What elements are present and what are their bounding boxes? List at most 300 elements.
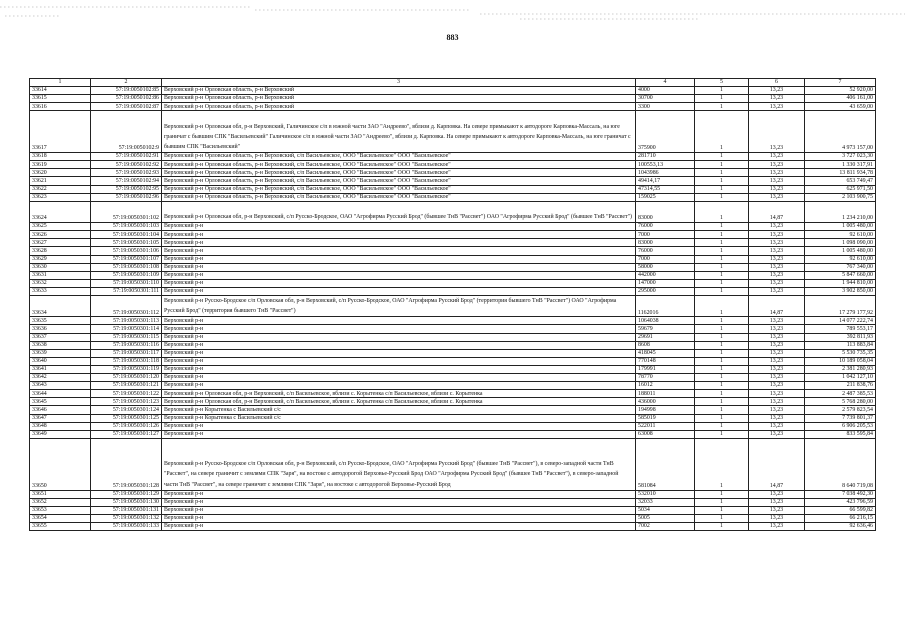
cadastral-number: 57:19:0050102:95 [91, 185, 162, 193]
location-description: Верховский р-н Орловская область, р-н Верховский, с/п Васильевское, ООО "Васильевское" ООО "Васильевское" [162, 153, 636, 161]
cadastral-number: 57:19:0050301:110 [91, 279, 162, 287]
row-number: 33617 [30, 111, 91, 153]
rate-value: 13,23 [749, 223, 805, 231]
table-body [30, 87, 876, 531]
cadastral-number: 57:19:0050301:114 [91, 325, 162, 333]
table-row [30, 422, 876, 430]
rate-value: 13,23 [749, 349, 805, 357]
area-value: 1043986 [636, 169, 695, 177]
location-description: Верховский р-н [162, 263, 636, 271]
count-value: 1 [695, 111, 749, 153]
cadastral-number: 57:19:0050301:119 [91, 365, 162, 373]
cadastral-number: 57:19:0050301:123 [91, 398, 162, 406]
cadastral-value: 789 553,17 [805, 325, 876, 333]
row-number: 33640 [30, 357, 91, 365]
count-value: 1 [695, 153, 749, 161]
row-number: 33643 [30, 382, 91, 390]
area-value: 76000 [636, 247, 695, 255]
location-description: Верховский р-н [162, 357, 636, 365]
cadastral-value: 17 279 177,92 [805, 295, 876, 316]
cadastral-number: 57:19:0050301:122 [91, 390, 162, 398]
cadastral-value: 653 749,47 [805, 177, 876, 185]
cadastral-value: 3 727 023,30 [805, 153, 876, 161]
location-description: Верховский р-н [162, 317, 636, 325]
rate-value: 14,87 [749, 295, 805, 316]
location-description: Верховский р-н [162, 490, 636, 498]
area-value: 49414,17 [636, 177, 695, 185]
rate-value: 13,23 [749, 111, 805, 153]
page-number: 883 [446, 33, 459, 42]
area-value: 375900 [636, 111, 695, 153]
row-number: 33618 [30, 153, 91, 161]
table-row [30, 406, 876, 414]
row-number: 33645 [30, 398, 91, 406]
rate-value: 13,23 [749, 317, 805, 325]
location-description: Верховский р-н Орловская область, р-н Верховский, с/п Васильевское, ООО "Васильевское" ООО "Васильевское" [162, 193, 636, 201]
rate-value: 13,23 [749, 515, 805, 523]
cadastral-number: 57:19:0050301:107 [91, 255, 162, 263]
area-value: 442000 [636, 271, 695, 279]
cadastral-value: 66 216,15 [805, 515, 876, 523]
area-value: 418045 [636, 349, 695, 357]
cadastral-number: 57:19:0050301:133 [91, 523, 162, 531]
count-value: 1 [695, 295, 749, 316]
location-description: Верховский р-н [162, 506, 636, 514]
row-number: 33646 [30, 406, 91, 414]
location-description: Верховский р-н Корытенка с Васильевский с/с [162, 406, 636, 414]
count-value: 1 [695, 490, 749, 498]
rate-value: 14,87 [749, 438, 805, 490]
cadastral-value: 92 636,46 [805, 523, 876, 531]
rate-value: 13,23 [749, 422, 805, 430]
row-number: 33639 [30, 349, 91, 357]
location-description: Верховский р-н Орловская область, р-н Верховский [162, 87, 636, 95]
row-number: 33641 [30, 365, 91, 373]
table-row [30, 263, 876, 271]
count-value: 1 [695, 333, 749, 341]
cadastral-number: 57:19:0050301:113 [91, 317, 162, 325]
rate-value: 13,23 [749, 430, 805, 438]
cadastral-value: 3 902 850,00 [805, 287, 876, 295]
count-value: 1 [695, 438, 749, 490]
table-row [30, 255, 876, 263]
cadastral-value: 1 234 210,00 [805, 201, 876, 222]
row-number: 33648 [30, 422, 91, 430]
cadastral-number: 57:19:0050301:106 [91, 247, 162, 255]
area-value: 436000 [636, 398, 695, 406]
count-value: 1 [695, 185, 749, 193]
count-value: 1 [695, 287, 749, 295]
table-row [30, 111, 876, 153]
area-value: 8608 [636, 341, 695, 349]
location-description: Верховский р-н Орловская область, р-н Верховский, с/п Васильевское, ООО "Васильевское" ООО "Васильевское" [162, 185, 636, 193]
cadastral-value: 92 610,00 [805, 255, 876, 263]
location-description: Верховский р-н Орловская область, р-н Верховский [162, 103, 636, 111]
rate-value: 13,23 [749, 365, 805, 373]
location-description: Верховский р-н Орловская область, р-н Верховский, с/п Васильевское, ООО "Васильевское" ООО "Васильевское" [162, 161, 636, 169]
row-number: 33654 [30, 515, 91, 523]
cadastral-number: 57:19:0050102:86 [91, 95, 162, 103]
cadastral-number: 57:19:0050102:93 [91, 169, 162, 177]
rate-value: 13,23 [749, 325, 805, 333]
row-number: 33622 [30, 185, 91, 193]
row-number: 33652 [30, 498, 91, 506]
cadastral-value: 52 920,00 [805, 87, 876, 95]
table-row [30, 95, 876, 103]
location-description: Верховский р-н [162, 287, 636, 295]
location-description: Верховский р-н [162, 515, 636, 523]
cadastral-value: 113 883,84 [805, 341, 876, 349]
row-number: 33653 [30, 506, 91, 514]
cadastral-value: 392 811,93 [805, 333, 876, 341]
table-row [30, 295, 876, 316]
rate-value: 13,23 [749, 87, 805, 95]
rate-value: 13,23 [749, 382, 805, 390]
rate-value: 13,23 [749, 255, 805, 263]
table-row [30, 374, 876, 382]
area-value: 7002 [636, 523, 695, 531]
cadastral-value: 2 487 385,53 [805, 390, 876, 398]
table-row [30, 247, 876, 255]
cadastral-value: 1 005 480,00 [805, 247, 876, 255]
cadastral-number: 57:19:0050301:118 [91, 357, 162, 365]
table-row [30, 498, 876, 506]
row-number: 33628 [30, 247, 91, 255]
location-description: Верховский р-н Русско-Бродское с/п Орловская обл, р-н Верховский, с/п Русско-Бродское, ОАО "Агрофирма Русский Брод" (бывшее ТнВ "Рассвет"), в северо-западной части ТнВ "Рассвет", на севере граничит с землями СПК "Заря", на востоке с автодорогой Верховье-Русский Брод ОАО "Агрофирма Русский Брод" (бывшее ТнВ "Рассвет"), в северо-западной части ТнВ "Рассвет", на севере граничит с землями СПК "Заря", на востоке с автодорогой Верховье-Русский Брод [162, 438, 636, 490]
rate-value: 13,23 [749, 239, 805, 247]
table-row [30, 223, 876, 231]
cadastral-value: 7 739 801,37 [805, 414, 876, 422]
location-description: Верховский р-н [162, 271, 636, 279]
row-number: 33635 [30, 317, 91, 325]
table-row [30, 231, 876, 239]
cadastral-value: 5 768 280,00 [805, 398, 876, 406]
location-description: Верховский р-н Русско-Бродское с/п Орловская обл, р-н Верховский, с/п Русско-Бродское, ОАО "Агрофирма Русский Брод" (территория бывшего ТнВ "Рассвет") ОАО "Агрофирма Русский Брод" (территория бывшего ТнВ "Рассвет") [162, 295, 636, 316]
table-row [30, 177, 876, 185]
row-number: 33627 [30, 239, 91, 247]
table-row [30, 398, 876, 406]
location-description: Верховский р-н Орловская область, р-н Верховский, с/п Васильевское, ООО "Васильевское" ООО "Васильевское" [162, 169, 636, 177]
cadastral-value: 625 971,50 [805, 185, 876, 193]
count-value: 1 [695, 365, 749, 373]
location-description: Верховский р-н [162, 365, 636, 373]
row-number: 33647 [30, 414, 91, 422]
table-row [30, 287, 876, 295]
count-value: 1 [695, 103, 749, 111]
cadastral-number: 57:19:0050301:109 [91, 271, 162, 279]
area-value: 7000 [636, 255, 695, 263]
rate-value: 13,23 [749, 185, 805, 193]
cadastral-number: 57:19:0050301:121 [91, 382, 162, 390]
row-number: 33614 [30, 87, 91, 95]
table-row [30, 161, 876, 169]
table-row [30, 414, 876, 422]
area-value: 147000 [636, 279, 695, 287]
table-row [30, 430, 876, 438]
area-value: 59679 [636, 325, 695, 333]
row-number: 33632 [30, 279, 91, 287]
rate-value: 13,23 [749, 169, 805, 177]
rate-value: 13,23 [749, 279, 805, 287]
cadastral-number: 57:19:0050301:104 [91, 231, 162, 239]
area-value: 522011 [636, 422, 695, 430]
row-number: 33623 [30, 193, 91, 201]
cadastral-value: 6 906 205,53 [805, 422, 876, 430]
table-row [30, 239, 876, 247]
location-description: Верховский р-н [162, 430, 636, 438]
area-value: 83000 [636, 201, 695, 222]
table-row [30, 438, 876, 490]
count-value: 1 [695, 382, 749, 390]
row-number: 33620 [30, 169, 91, 177]
table-row [30, 317, 876, 325]
location-description: Верховский р-н Орловская обл, р-н Верховский, Галичинское с/п в южной части ЗАО "Андреево", вблизи д. Карповка. На севере примыкают к автодороге Карповка-Массаль, на юге граничат с бывшим СПК "Васильевский" Галичинское с/п в южной части ЗАО "Андреево", вблизи д. Карповка. На севере примыкают к автодороге Карповка-Массаль, на юге граничат с бывшим СПК "Васильевский" [162, 111, 636, 153]
cadastral-number: 57:19:0050301:117 [91, 349, 162, 357]
count-value: 1 [695, 506, 749, 514]
table-row [30, 201, 876, 222]
area-value: 83000 [636, 239, 695, 247]
row-number: 33634 [30, 295, 91, 316]
row-number: 33629 [30, 255, 91, 263]
column-header: 3 [162, 79, 636, 87]
table-row [30, 185, 876, 193]
cadastral-value: 2 381 280,93 [805, 365, 876, 373]
area-value: 5034 [636, 506, 695, 514]
count-value: 1 [695, 422, 749, 430]
table-row [30, 193, 876, 201]
area-value: 63008 [636, 430, 695, 438]
location-description: Верховский р-н [162, 333, 636, 341]
area-value: 281710 [636, 153, 695, 161]
column-header: 6 [749, 79, 805, 87]
area-value: 179991 [636, 365, 695, 373]
area-value: 4000 [636, 87, 695, 95]
table-row [30, 271, 876, 279]
cadastral-number: 57:19:0050301:130 [91, 498, 162, 506]
area-value: 30700 [636, 95, 695, 103]
rate-value: 13,23 [749, 357, 805, 365]
area-value: 7000 [636, 231, 695, 239]
area-value: 581084 [636, 438, 695, 490]
row-number: 33644 [30, 390, 91, 398]
cadastral-value: 92 610,00 [805, 231, 876, 239]
rate-value: 13,23 [749, 153, 805, 161]
table-row [30, 515, 876, 523]
cadastral-value: 1 005 480,00 [805, 223, 876, 231]
location-description: Верховский р-н [162, 239, 636, 247]
count-value: 1 [695, 161, 749, 169]
land-registry-table [29, 78, 876, 531]
location-description: Верховский р-н [162, 279, 636, 287]
row-number: 33621 [30, 177, 91, 185]
location-description: Верховский р-н [162, 374, 636, 382]
table-row [30, 365, 876, 373]
location-description: Верховский р-н [162, 341, 636, 349]
cadastral-number: 57:19:0050301:131 [91, 506, 162, 514]
row-number: 33615 [30, 95, 91, 103]
rate-value: 13,23 [749, 193, 805, 201]
area-value: 188011 [636, 390, 695, 398]
count-value: 1 [695, 201, 749, 222]
cadastral-value: 211 838,76 [805, 382, 876, 390]
cadastral-value: 13 811 934,78 [805, 169, 876, 177]
area-value: 770148 [636, 357, 695, 365]
cadastral-number: 57:19:0050301:132 [91, 515, 162, 523]
rate-value: 13,23 [749, 287, 805, 295]
column-header: 1 [30, 79, 91, 87]
cadastral-number: 57:19:0050301:115 [91, 333, 162, 341]
table-row [30, 349, 876, 357]
cadastral-number: 57:19:0050301:102 [91, 201, 162, 222]
cadastral-number: 57:19:0050301:128 [91, 438, 162, 490]
cadastral-number: 57:19:0050301:126 [91, 422, 162, 430]
location-description: Верховский р-н [162, 523, 636, 531]
cadastral-value: 66 599,82 [805, 506, 876, 514]
location-description: Верховский р-н Орловская область, р-н Верховский [162, 95, 636, 103]
row-number: 33638 [30, 341, 91, 349]
area-value: 100553,13 [636, 161, 695, 169]
rate-value: 13,23 [749, 341, 805, 349]
rate-value: 13,23 [749, 406, 805, 414]
location-description: Верховский р-н [162, 382, 636, 390]
row-number: 33642 [30, 374, 91, 382]
area-value: 159025 [636, 193, 695, 201]
row-number: 33625 [30, 223, 91, 231]
row-number: 33626 [30, 231, 91, 239]
count-value: 1 [695, 498, 749, 506]
cadastral-value: 833 595,84 [805, 430, 876, 438]
cadastral-number: 57:19:0050102:94 [91, 177, 162, 185]
scan-header-noise [0, 0, 905, 26]
cadastral-value: 2 103 900,75 [805, 193, 876, 201]
location-description: Верховский р-н Орловская область, р-н Верховский, с/п Васильевское, ООО "Васильевское" ООО "Васильевское" [162, 177, 636, 185]
area-value: 32033 [636, 498, 695, 506]
count-value: 1 [695, 255, 749, 263]
cadastral-number: 57:19:0050301:125 [91, 414, 162, 422]
cadastral-value: 1 330 317,91 [805, 161, 876, 169]
cadastral-number: 57:19:0050102:96 [91, 193, 162, 201]
rate-value: 13,23 [749, 374, 805, 382]
cadastral-number: 57:19:0050102:91 [91, 153, 162, 161]
table-row [30, 279, 876, 287]
count-value: 1 [695, 398, 749, 406]
count-value: 1 [695, 223, 749, 231]
rate-value: 13,23 [749, 103, 805, 111]
area-value: 3300 [636, 103, 695, 111]
count-value: 1 [695, 357, 749, 365]
count-value: 1 [695, 263, 749, 271]
rate-value: 13,23 [749, 398, 805, 406]
cadastral-value: 1 042 127,10 [805, 374, 876, 382]
count-value: 1 [695, 271, 749, 279]
row-number: 33630 [30, 263, 91, 271]
table-row [30, 523, 876, 531]
cadastral-value: 406 161,00 [805, 95, 876, 103]
area-value: 295000 [636, 287, 695, 295]
table-row [30, 153, 876, 161]
rate-value: 13,23 [749, 247, 805, 255]
rate-value: 13,23 [749, 498, 805, 506]
cadastral-value: 423 796,59 [805, 498, 876, 506]
count-value: 1 [695, 349, 749, 357]
rate-value: 13,23 [749, 523, 805, 531]
rate-value: 13,23 [749, 333, 805, 341]
area-value: 76000 [636, 223, 695, 231]
cadastral-number: 57:19:0050301:103 [91, 223, 162, 231]
count-value: 1 [695, 279, 749, 287]
count-value: 1 [695, 231, 749, 239]
location-description: Верховский р-н [162, 255, 636, 263]
row-number: 33619 [30, 161, 91, 169]
count-value: 1 [695, 239, 749, 247]
location-description: Верховский р-н [162, 349, 636, 357]
row-number: 33637 [30, 333, 91, 341]
cadastral-number: 57:19:0050301:116 [91, 341, 162, 349]
row-number: 33651 [30, 490, 91, 498]
area-value: 5005 [636, 515, 695, 523]
rate-value: 13,23 [749, 271, 805, 279]
row-number: 33633 [30, 287, 91, 295]
row-number: 33631 [30, 271, 91, 279]
cadastral-number: 57:19:0050301:124 [91, 406, 162, 414]
table-row [30, 333, 876, 341]
cadastral-number: 57:19:0050102:92 [91, 161, 162, 169]
rate-value: 14,87 [749, 201, 805, 222]
area-value: 29691 [636, 333, 695, 341]
cadastral-value: 8 640 719,08 [805, 438, 876, 490]
table-row [30, 169, 876, 177]
count-value: 1 [695, 523, 749, 531]
table-row [30, 341, 876, 349]
cadastral-number: 57:19:0050301:111 [91, 287, 162, 295]
cadastral-value: 14 077 222,74 [805, 317, 876, 325]
cadastral-number: 57:19:0050301:105 [91, 239, 162, 247]
column-header: 2 [91, 79, 162, 87]
location-description: Верховский р-н [162, 325, 636, 333]
location-description: Верховский р-н [162, 247, 636, 255]
cadastral-number: 57:19:0050102:85 [91, 87, 162, 95]
table-row [30, 87, 876, 95]
row-number: 33655 [30, 523, 91, 531]
row-number: 33624 [30, 201, 91, 222]
count-value: 1 [695, 390, 749, 398]
row-number: 33650 [30, 438, 91, 490]
area-value: 16012 [636, 382, 695, 390]
area-value: 47314,55 [636, 185, 695, 193]
rate-value: 13,23 [749, 414, 805, 422]
cadastral-value: 43 659,00 [805, 103, 876, 111]
column-header: 5 [695, 79, 749, 87]
count-value: 1 [695, 193, 749, 201]
count-value: 1 [695, 341, 749, 349]
count-value: 1 [695, 169, 749, 177]
area-value: 78770 [636, 374, 695, 382]
count-value: 1 [695, 95, 749, 103]
table-row [30, 390, 876, 398]
rate-value: 13,23 [749, 263, 805, 271]
area-value: 1064038 [636, 317, 695, 325]
cadastral-number: 57:19:0050301:120 [91, 374, 162, 382]
cadastral-value: 5 530 735,35 [805, 349, 876, 357]
table-row [30, 357, 876, 365]
location-description: Верховский р-н [162, 231, 636, 239]
location-description: Верховский р-н [162, 422, 636, 430]
cadastral-value: 767 340,00 [805, 263, 876, 271]
location-description: Верховский р-н Орловская обл, р-н Верховский, с/п Васильевское, вблизи с. Корытенка с/п Васильевское, вблизи с. Корытенка [162, 398, 636, 406]
cadastral-value: 5 847 660,00 [805, 271, 876, 279]
area-value: 532010 [636, 490, 695, 498]
cadastral-number: 57:19:0050301:112 [91, 295, 162, 316]
